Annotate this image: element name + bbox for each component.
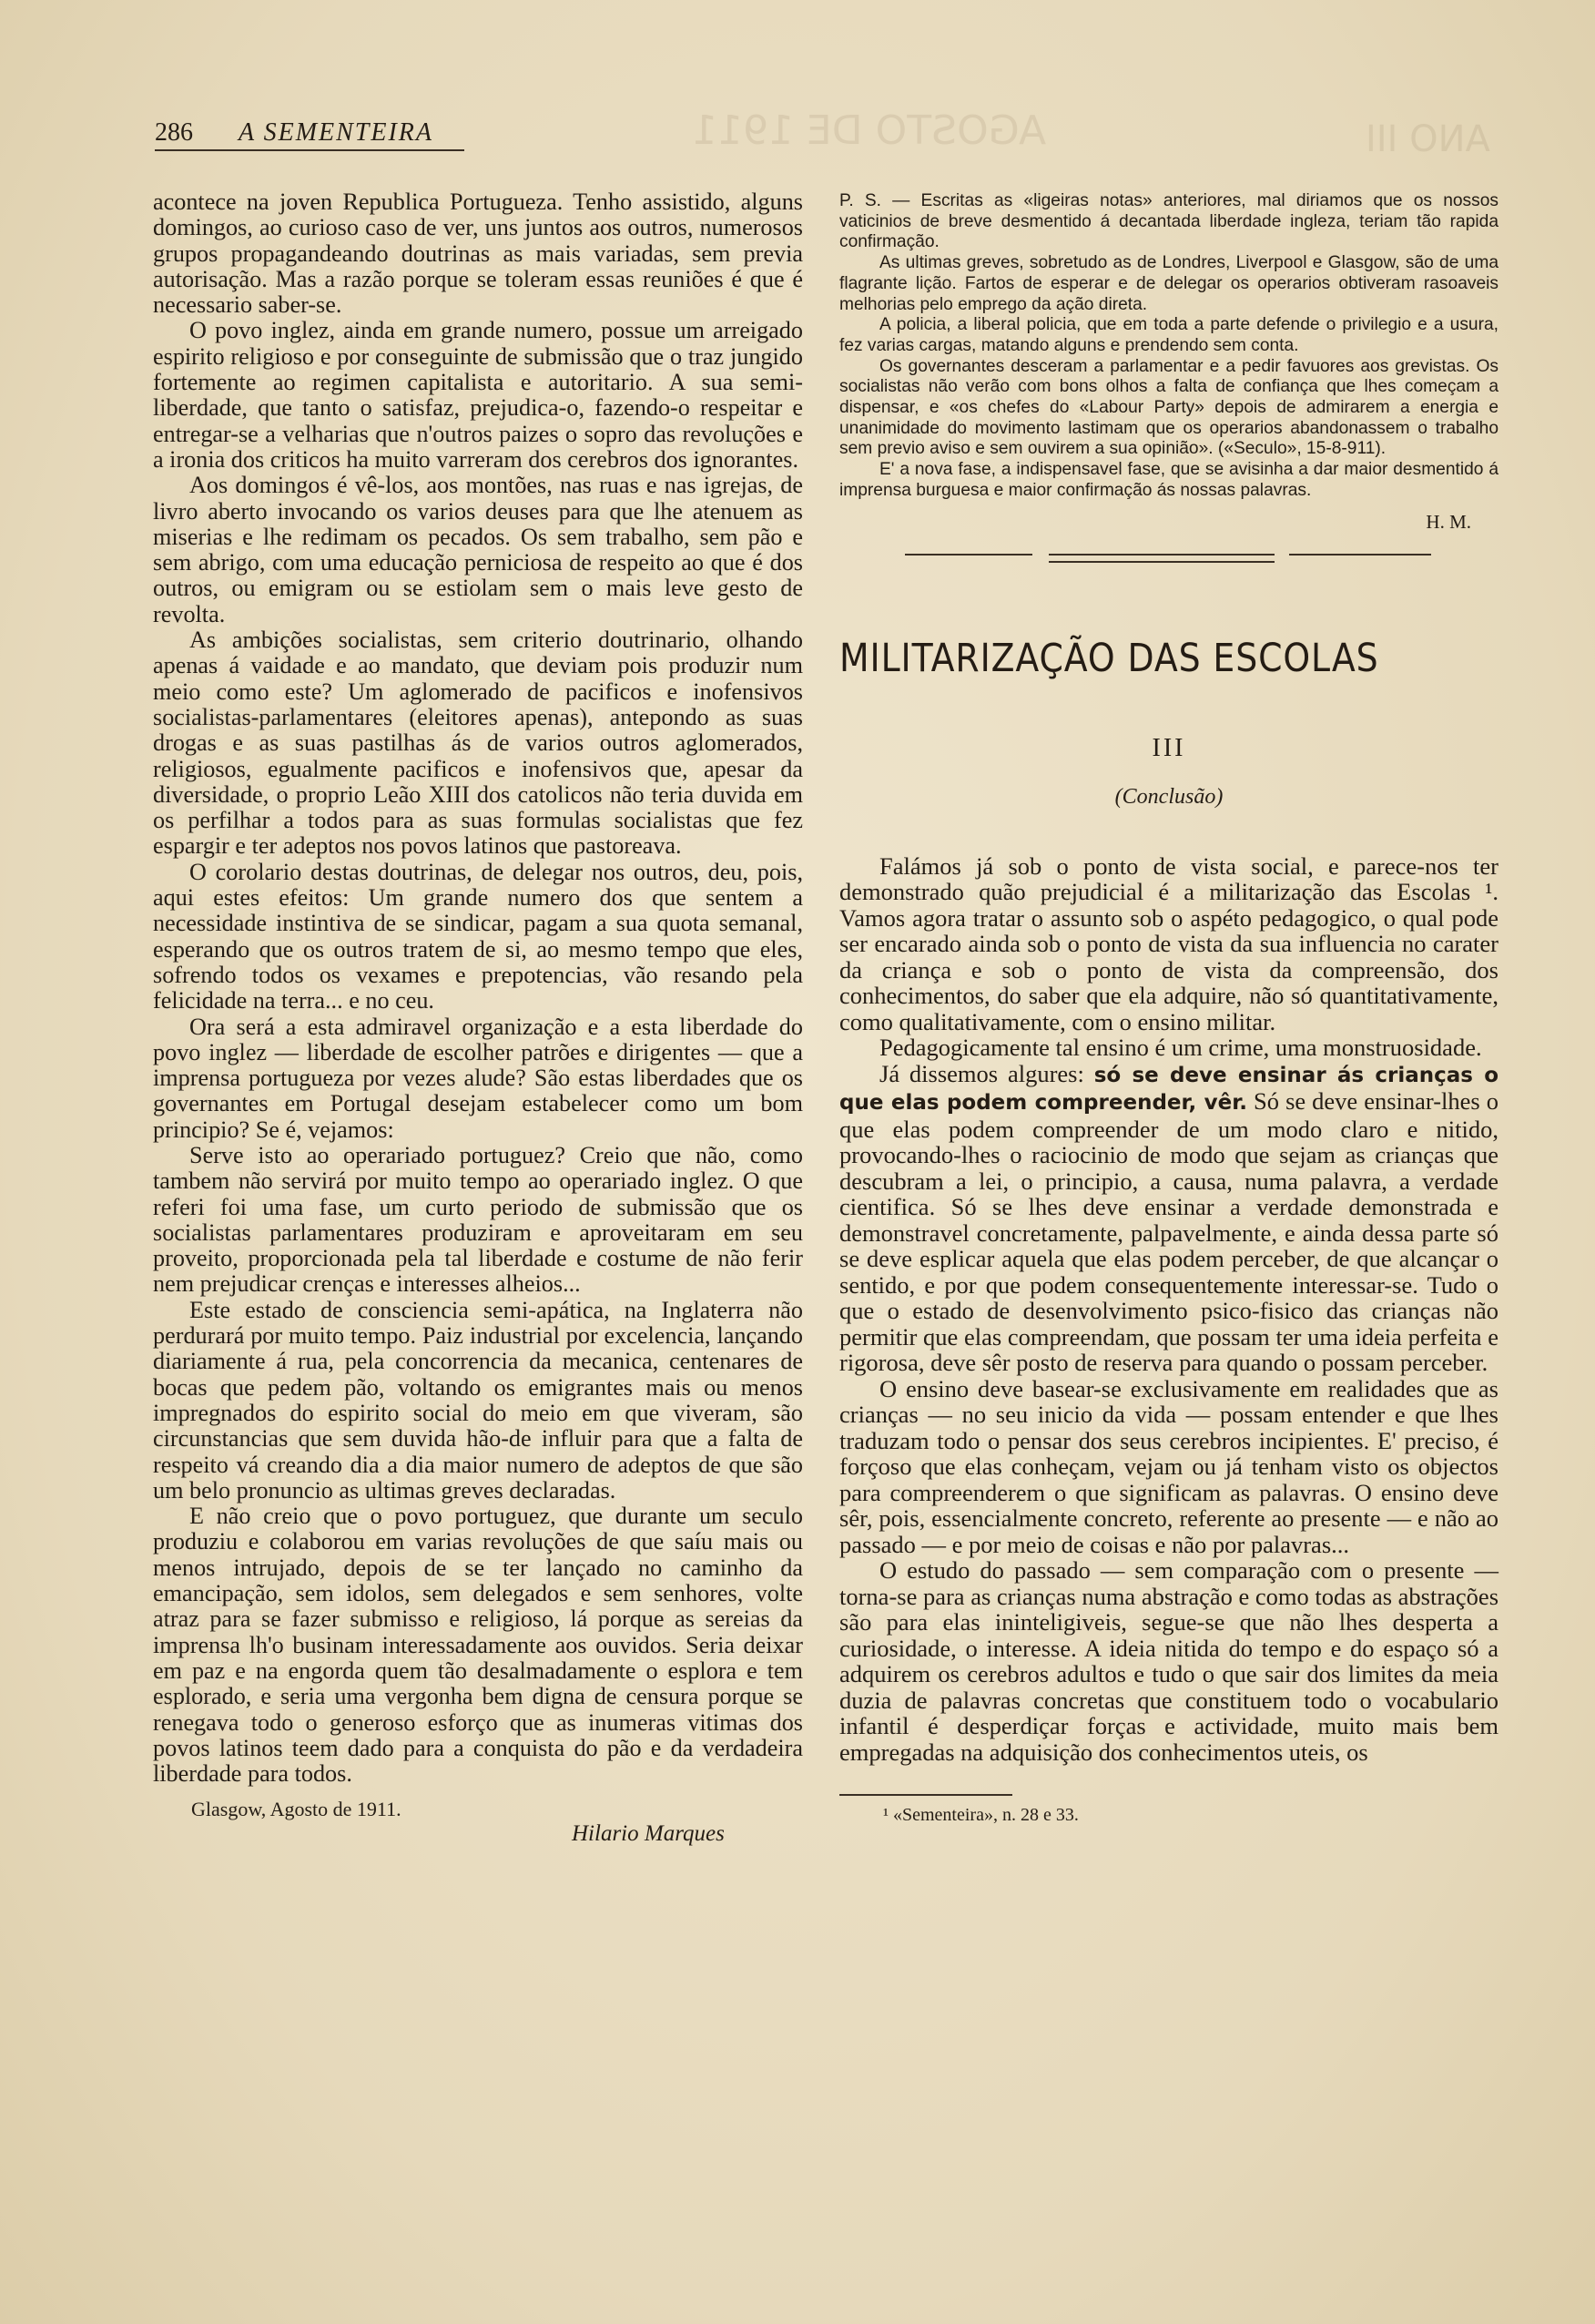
page-header (155, 117, 464, 151)
right-column (839, 191, 1498, 1826)
paragraph: O povo inglez, ainda em grande numero, possue um arreigado espirito religioso e por conseguinte de submissão que o traz jungido fortemente ao regimen capitalista e autoritario. A sua semi-liberdade, que tanto o satisfaz, prejudica-o, fazendo-o respeitar e entregar-se a velharias que n'outros paizes o sopro das revoluções e a ironia dos criticos ha muito varreram dos cerebros dos ignorantes. (153, 317, 803, 473)
page-number: 286 (155, 118, 193, 147)
show-through-text: ANO III (1366, 118, 1490, 160)
article-title: MILITARIZAÇÃO DAS ESCOLAS (839, 635, 1379, 681)
paragraph: E não creio que o povo portuguez, que durante um seculo produziu e colaborou em varias revoluções de que saíu mais ou menos intrujado, depois de se ter lançado no caminho da emancipação, sem idolos, sem delegados e sem senhores, volte atraz para se fazer submisso e religioso, lá porque as sereias da imprensa lh'o businam interessadamente aos ouvidos. Seria deixar em paz e na engorda quem tão desalmadamente o esplora e tem esplorado, e seria uma vergonha bem digna de censura porque se renegava todo o generoso esforço que as inumeras vitimas dos povos latinos teem dado para a conquista do pão e da verdadeira liberdade para todos. (153, 1503, 803, 1788)
ps-paragraph: P. S. — Escritas as «ligeiras notas» anteriores, mal diriamos que os nossos vaticinios de breve desmentido á decantada liberdade ingleza, teriam tão rapida confirmação. (839, 191, 1498, 252)
place-date: Glasgow, Agosto de 1911. (191, 1798, 401, 1821)
journal-title: A SEMENTEIRA (239, 118, 434, 147)
paragraph: Pedagogicamente tal ensino é um crime, uma monstruosidade. (879, 1034, 1482, 1062)
left-column (153, 189, 803, 1852)
section-divider (839, 546, 1498, 568)
footnote: ¹ «Sementeira», n. 28 e 33. (883, 1805, 1079, 1826)
show-through-text: AGOSTO DE 1911 (692, 107, 1047, 154)
ps-paragraph: E' a nova fase, a indispensavel fase, que se avisinha a dar maior desmentido á imprensa burguesa e maior confirmação ás nossas palavras. (839, 460, 1498, 500)
paragraph-text: Só se deve ensinar-lhes o que elas podem compreender de um modo claro e nitido, provocando-lhes o raciocinio de modo que sejam as crianças que descubram a lei, o principio, a causa, numa palavra, a verdade cientifica. Só se lhes deve ensinar a verdade demonstrada e demonstravel concretamente, palpavelmente, e ainda dessa parte só se deve esplicar aquela que elas podem perceber, de que alcançar o sentido, e por que podem consequentemente interessar-se. Tudo o que o estado de desenvolvimento psico-fisico das crianças não permitir que elas compreendam, que possam ter uma ideia perfeita e rigorosa, deve sêr posto de reserva para quando o possam perceber. (839, 1087, 1499, 1377)
emphasized-text: só se deve ensinar ás crianças o que elas podem compreender, vêr. (839, 1063, 1498, 1116)
ps-paragraph: As ultimas greves, sobretudo as de Londres, Liverpool e Glasgow, são de uma flagrante lição. Fartos de esperar e de delegar os operarios obtiveram rasoaveis melhorias pelo emprego da ação direta. (839, 253, 1498, 314)
paragraph: Aos domingos é vê-los, aos montões, nas ruas e nas igrejas, de livro aberto invocando os varios deuses para que lhe atenuem as miserias e lhe redimam os pecados. Os sem trabalho, sem pão e sem abrigo, com uma educação perniciosa de respeito ao que é dos outros, ou emigram ou se estiolam sem o mais leve gesto de revolta. (153, 472, 803, 627)
paragraph: acontece na joven Republica Portugueza. Tenho assistido, alguns domingos, ao curioso caso de ver, uns juntos aos outros, numerosos grupos propagandeando doutrinas as mais variadas, sem previa autorisação. Mas a razão porque se toleram essas reuniões é que é necessario saber-se. (153, 189, 803, 319)
footnote-rule (839, 1794, 1012, 1796)
article-signoff (153, 1798, 803, 1852)
ps-paragraph: A policia, a liberal policia, que em toda a parte defende o privilegio e a usura, fez varias cargas, matando alguns e prendendo sem conta. (839, 315, 1498, 355)
postscript (839, 191, 1498, 502)
paragraph: As ambições socialistas, sem criterio doutrinario, olhando apenas á vaidade e ao mandato, que deviam pois produzir num meio como este? Um aglomerado de pacificos e inofensivos socialistas-parlamentares (eleitores apenas), antepondo as suas drogas e as suas pastilhas ás de varios outros aglomerados, religiosos, egualmente pacificos e inofensivos que, apesar da diversidade, o proprio Leão XIII dos catolicos não teria duvida em os perfilhar a todos para as suas formulas socialistas que fez espargir e ter adeptos nos povos latinos que pastoreava. (153, 627, 803, 860)
paragraph (839, 1061, 1498, 1376)
article-body (839, 853, 1498, 1766)
ps-signature: H. M. (1426, 510, 1471, 533)
paragraph: Falámos já sob o ponto de vista social, e parece-nos ter demonstrado quão prejudicial é a militarização das Escolas ¹. Vamos agora tratar o assunto sob o aspéto pedagogico, o qual pode ser encarado ainda sob o ponto de vista da sua influencia no carater da criança e sob o ponto de vista da compreensão, dos conhecimentos, do saber que ela adquire, não só quantitativamente, como qualitativamente, com o ensino militar. (839, 851, 1498, 1035)
paragraph: Ora será a esta admiravel organização e a esta liberdade do povo inglez — liberdade de escolher patrões e dirigentes — que a imprensa portugueza por vezes alude? São estas liberdades que os governantes em Portugal desejam estabelecer como um bom principio? Se é, vejamos: (153, 1013, 803, 1143)
section-subtitle: (Conclusão) (1114, 784, 1224, 809)
paragraph: O estudo do passado — sem comparação com o presente — torna-se para as crianças numa abstração e como todas as abstrações são para elas ininteligiveis, segue-se que não lhes desperta a curiosidade, o interesse. A ideia nitida do tempo e do espaço só a adquirem os cerebros adultos e tudo o que sair dos limites da meia duzia de palavras concretas que constituem todo o vocabulario infantil é desperdiçar forças e actividade, muito mais bem empregadas na adquisição dos conhecimentos uteis, os (839, 1556, 1499, 1766)
paragraph-text: Já dissemos algures: (879, 1059, 1094, 1087)
author-name: Hilario Marques (572, 1821, 725, 1847)
paragraph: Este estado de consciencia semi-apática, na Inglaterra não perdurará por muito tempo. Paiz industrial por excelencia, lançando diariamente á rua, pela concorrencia da mecanica, centenares de bocas que pedem pão, voltando os emigrantes mais ou menos impregnados do espirito social do meio em que viveram, são circunstancias que sem duvida hão-de influir para que a falta de respeito vá creando dia a dia maior numero de adeptos de que são um belo pronuncio as ultimas greves declaradas. (153, 1296, 803, 1503)
paragraph: O corolario destas doutrinas, de delegar nos outros, deu, pois, aqui estes efeitos: Um grande numero dos que sentem a necessidade instintiva de se sindicar, pagam a sua quota semanal, esperando que os outros tratem de si, ao mesmo tempo que eles, sofrendo todos os vexames e prepotencias, vão resando pela felicidade na terra... e no ceu. (153, 858, 803, 1014)
paragraph: O ensino deve basear-se exclusivamente em realidades que as crianças — no seu inicio da vida — possam entender e que lhes traduzam todo o pensar dos seus cerebros incipientes. E' preciso, é forçoso que elas conheçam, vejam ou já tenham visto os objectos para compreenderem o que significam as palavras. O ensino deve sêr, pois, essencialmente concreto, referente ao presente — e não ao passado — e por meio de coisas e não por palavras... (839, 1374, 1498, 1558)
ps-paragraph: Os governantes desceram a parlamentar e a pedir favuores aos grevistas. Os socialistas não verão com bons olhos a falta de confiança que lhes começam a dispensar, e «os chefes do «Labour Party» depois de admirarem a energia e unanimidade do movimento lastimam que os operarios abandonassem o trabalho sem previo aviso e sem ouvirem a sua opinião». («Seculo», 15-8-911). (839, 356, 1498, 459)
paragraph: Serve isto ao operariado portuguez? Creio que não, como tambem não servirá por muito tempo ao operariado inglez. O que referi foi uma fase, um curto periodo de submissão que os socialistas parlamentares produziram e aproveitaram em seu proveito, proporcionada pela tal liberdade e costume de não ferir nem prejudicar crenças e interesses alheios... (153, 1141, 803, 1298)
section-number: III (1152, 733, 1186, 762)
